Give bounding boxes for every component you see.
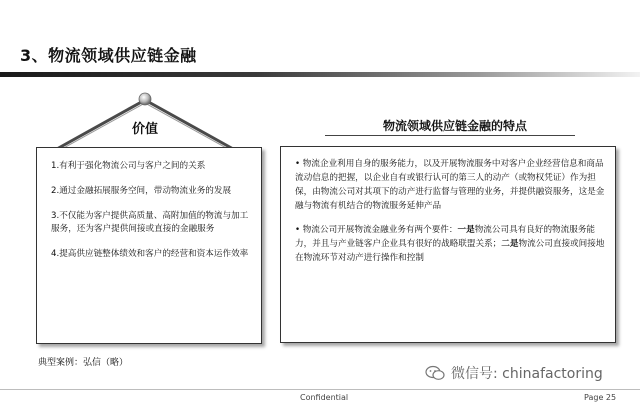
slide-title: 3、物流领域供应链金融 [20,46,197,65]
footer-confidential: Confidential [300,393,349,402]
feature-item: • 物流企业利用自身的服务能力，以及开展物流服务中对客户企业经营信息和商品流动信息的把握，以企业自有或银行认可的第三人的动产（或物权凭证）作为担保，由物流公司对其项下的动产进行监督与管理的业务，并提供融资服务，这是金融与物流有机结合的物流服务延伸产品 [295,159,605,211]
features-box [280,146,616,343]
feature-text: • 物流公司开展物流金融业务有两个要件： [295,225,458,235]
value-label: 价值 [131,122,158,137]
feature-item [295,223,605,265]
value-item: 2.通过金融拓展服务空间，带动物流业务的发展 [51,186,232,196]
watermark [425,363,603,383]
feature-text: 物流公司具有良好的物流服务能力，并且与产业链客户企业具有很好的战略联盟关系； [295,225,596,249]
value-item: 4.提高供应链整体绩效和客户的经营和资本运作效率 [51,249,249,259]
value-item: 1.有利于强化物流公司与客户之间的关系 [51,161,206,171]
feature-emphasis: 一是 [457,225,475,235]
title-divider [0,72,640,77]
footer-divider [0,389,640,390]
watermark-text: 微信号: chinafactoring [451,366,603,382]
value-box [36,147,262,344]
feature-emphasis: 二是 [501,239,519,249]
wechat-icon [425,365,445,381]
case-note: 典型案例：弘信（略） [38,358,129,368]
value-item: 3.不仅能为客户提供高质量、高附加值的物流与加工服务，还为客户提供间接或直接的金融服务 [51,211,249,234]
features-title: 物流领域供应链金融的特点 [382,119,527,133]
features-title-underline [325,135,575,136]
footer-page-number: Page 25 [584,393,617,402]
feature-text: 物流公司直接或间接地在物流环节对动产进行操作和控制 [295,239,605,263]
